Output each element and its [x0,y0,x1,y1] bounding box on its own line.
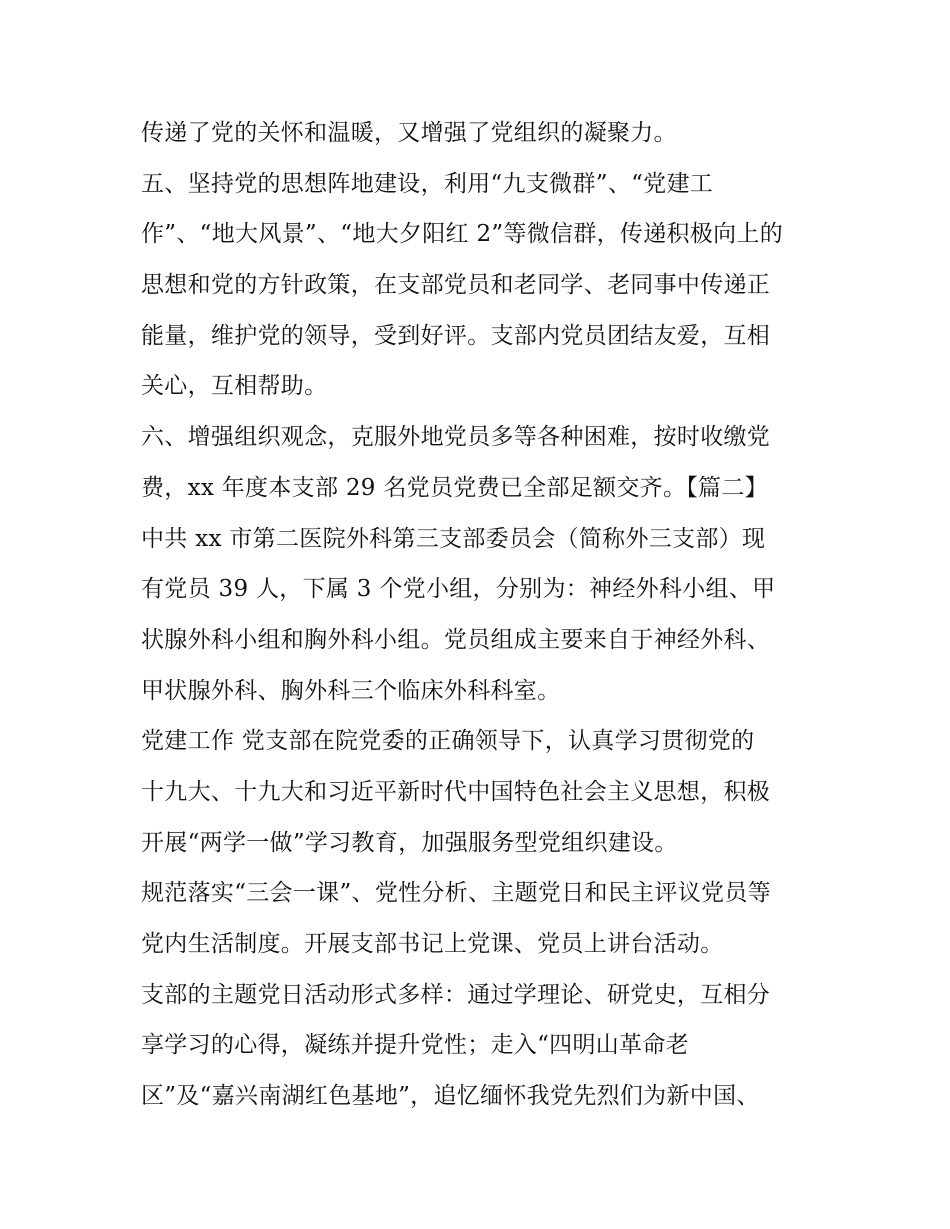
text-line: 中共 xx 市第二医院外科第三支部委员会（简称外三支部）现 [141,525,766,552]
text-line: 传递了党的关怀和温暖，又增强了党组织的凝聚力。 [141,120,677,146]
text-line: 党建工作 党支部在院党委的正确领导下，认真学习贯彻党的 [141,728,755,755]
document-body [141,108,841,1122]
text-line: 区”及“嘉兴南湖红色基地”，追忆缅怀我党先烈们为新中国、 [141,1083,760,1110]
text-line: 开展“两学一做”学习教育，加强服务型党组织建设。 [141,829,678,856]
text-line: 甲状腺外科、胸外科三个临床外科科室。 [141,677,561,704]
text-line: 状腺外科小组和胸外科小组。党员组成主要来自于神经外科、 [141,626,771,653]
text-line: 关心，互相帮助。 [141,373,328,400]
text-line: 五、坚持党的思想阵地建设，利用“九支微群”、“党建工 [141,170,714,197]
text-line: 支部的主题党日活动形式多样：通过学理论、研党史，互相分 [141,981,771,1008]
text-line: 规范落实“三会一课”、党性分析、主题党日和民主评议党员等 [141,880,771,907]
text-line: 费，xx 年度本支部 29 名党员党费已全部足额交齐。【篇二】 [141,474,768,501]
text-line: 党内生活制度。开展支部书记上党课、党员上讲台活动。 [141,931,724,957]
text-line: 享学习的心得，凝练并提升党性；走入“四明山革命老 [141,1032,689,1059]
text-line: 六、增强组织观念，克服外地党员多等各种困难，按时收缴党 [141,424,771,451]
text-line: 思想和党的方针政策，在支部党员和老同学、老同事中传递正 [141,272,771,299]
text-line: 十九大、十九大和习近平新时代中国特色社会主义思想，积极 [141,778,771,805]
text-line: 作”、“地大风景”、“地大夕阳红 2”等微信群，传递积极向上的 [141,221,784,248]
text-line: 能量，维护党的领导，受到好评。支部内党员团结友爱，互相 [141,322,771,349]
text-line: 有党员 39 人，下属 3 个党小组，分别为：神经外科小组、甲 [141,576,776,603]
